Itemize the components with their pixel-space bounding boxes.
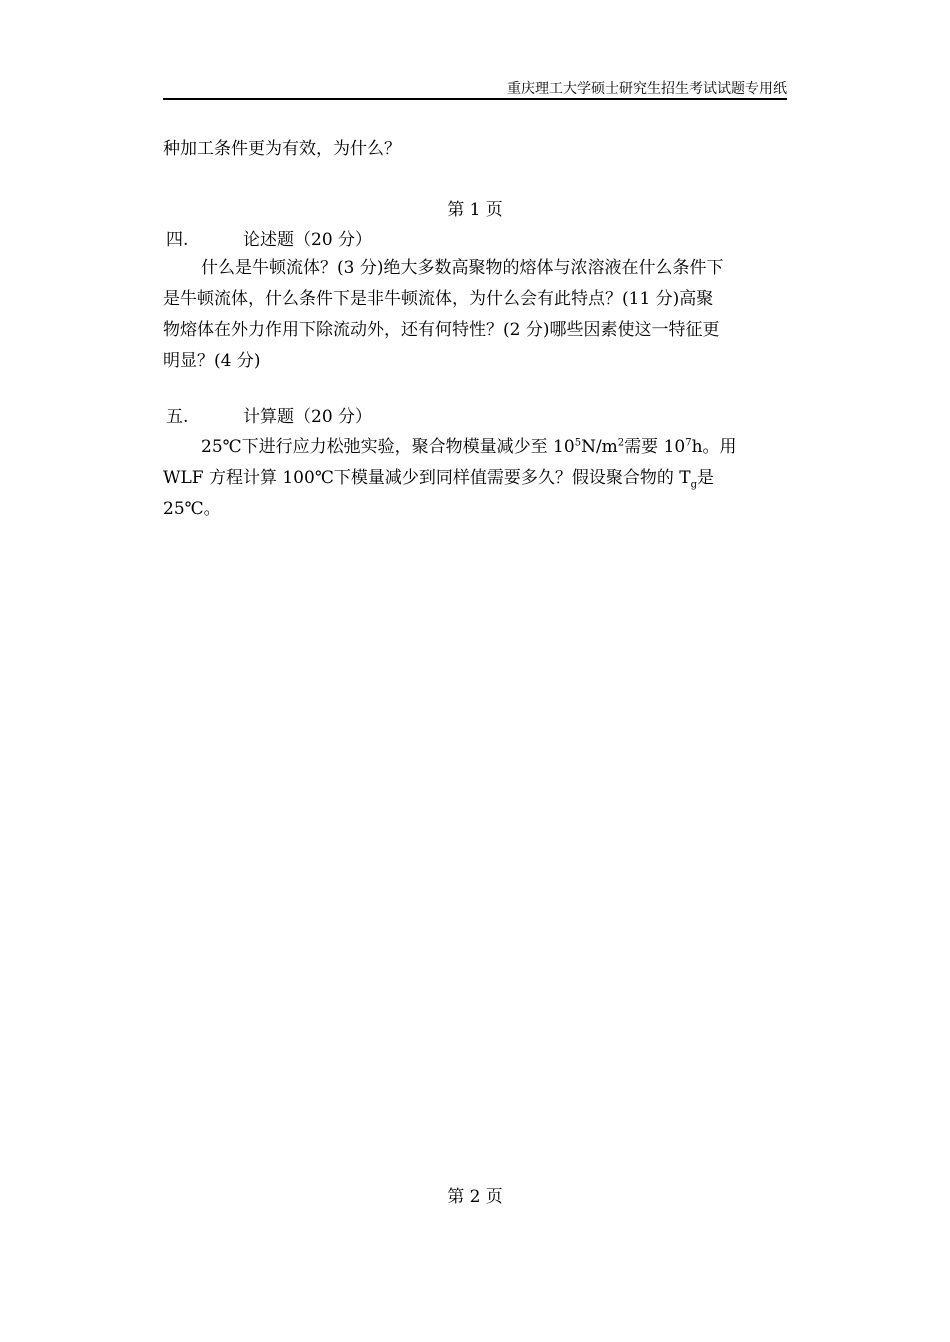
exponent: 5	[574, 437, 582, 449]
section-5-number: 五.	[166, 407, 189, 427]
section-5-line-3: 25℃。	[163, 499, 221, 519]
exponent: 2	[617, 437, 625, 449]
section-5-question	[163, 432, 787, 525]
section-4-line: 明显？(4 分)	[163, 351, 261, 371]
subscript: g	[690, 479, 697, 491]
text-run: 需要 10	[624, 437, 686, 457]
header-rule	[163, 98, 787, 100]
page-number-2: 第 2 页	[447, 1187, 503, 1207]
text-run: 是	[696, 468, 714, 488]
text-run: h。用	[691, 437, 737, 457]
section-4-line: 是牛顿流体，什么条件下是非牛顿流体，为什么会有此特点？(11 分)高聚	[163, 289, 714, 309]
section-4-question	[163, 253, 787, 377]
text-run: WLF 方程计算 100℃下模量减少到同样值需要多久？假设聚合物的 T	[163, 468, 691, 488]
text-run: N/m	[581, 437, 618, 457]
header-title: 重庆理工大学硕士研究生招生考试试题专用纸	[507, 81, 787, 97]
section-4-number: 四.	[166, 230, 189, 250]
section-4-line: 什么是牛顿流体？(3 分)绝大多数高聚物的熔体与浓溶液在什么条件下	[201, 258, 724, 278]
text-run: 25℃下进行应力松弛实验，聚合物模量减少至 10	[201, 437, 575, 457]
section-5-title: 计算题（20 分）	[243, 407, 373, 427]
section-4-title: 论述题（20 分）	[243, 230, 373, 250]
section-5-line-2	[163, 463, 787, 494]
continuation-text: 种加工条件更为有效，为什么？	[163, 139, 401, 159]
section-4-line: 物熔体在外力作用下除流动外，还有何特性？(2 分)哪些因素使这一特征更	[163, 320, 720, 340]
section-5-line-1	[163, 432, 787, 463]
exponent: 7	[685, 437, 692, 449]
page-number-1: 第 1 页	[447, 200, 503, 220]
